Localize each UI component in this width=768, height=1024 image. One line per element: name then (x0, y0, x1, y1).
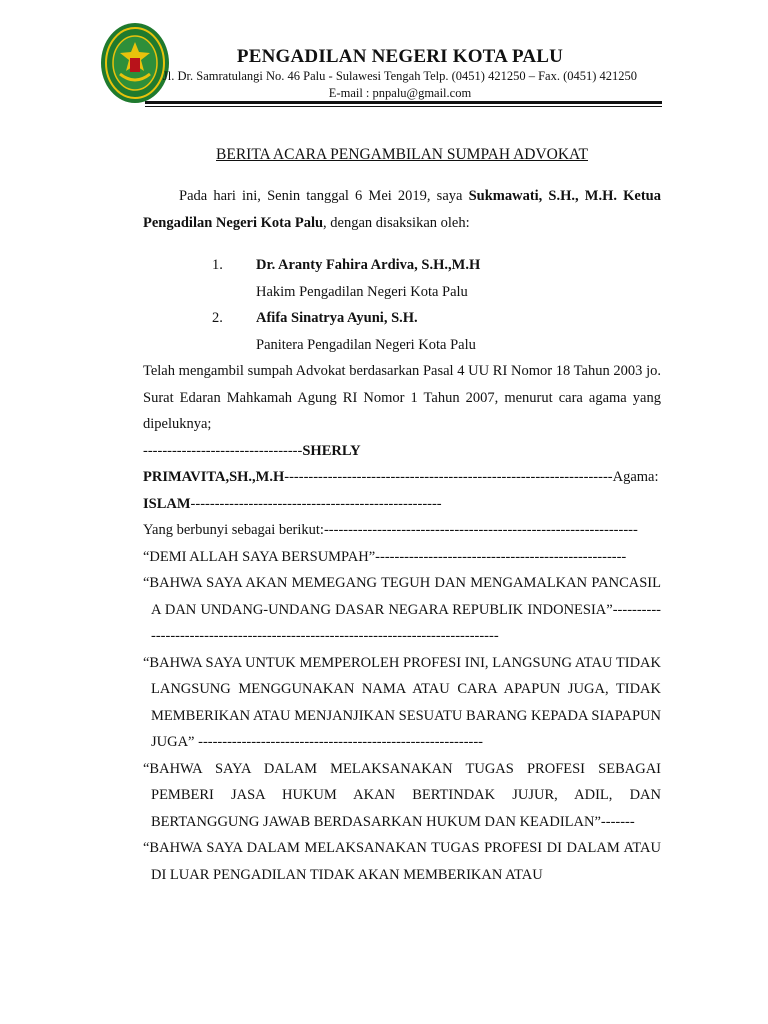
witness-item (212, 252, 661, 305)
witness-role: Panitera Pengadilan Negeri Kota Palu (256, 336, 476, 353)
religion-label: Agama: (612, 469, 659, 485)
header-divider-thin (145, 106, 662, 107)
presiding-officer: Sukmawati, S.H., M.H. Ketua Pengadilan Negeri Kota Palu (143, 188, 661, 231)
court-address: Jl. Dr. Samratulangi No. 46 Palu - Sulawesi Tengah Telp. (0451) 421250 – Fax. (0451) 421250 (162, 69, 638, 83)
document-body (143, 183, 661, 888)
witness-number: 2. (212, 310, 223, 326)
oath-intro: Yang berbunyi sebagai berikut:----------------------------------------------------------------- (143, 522, 638, 538)
opening-text-end: , dengan disaksikan oleh: (323, 214, 470, 231)
religion-value: ISLAM (143, 495, 191, 512)
dash-filler: --------------------------------- (143, 442, 303, 459)
witness-number: 1. (212, 257, 223, 273)
witness-name: Dr. Aranty Fahira Ardiva, S.H.,M.H (256, 257, 481, 273)
witness-name: Afifa Sinatrya Ayuni, S.H. (256, 310, 418, 326)
statement-paragraph: Telah mengambil sumpah Advokat berdasarkan Pasal 4 UU RI Nomor 18 Tahun 2003 jo. Surat Edaran Mahkamah Agung RI Nomor 1 Tahun 2007, menurut cara agama yang dipeluknya; (143, 363, 661, 432)
court-name: PENGADILAN NEGERI KOTA PALU (236, 46, 564, 67)
oath-line: “DEMI ALLAH SAYA BERSUMPAH”---------------------------------------------------- (143, 548, 627, 565)
oath-line: “BAHWA SAYA UNTUK MEMPEROLEH PROFESI INI, LANGSUNG ATAU TIDAK LANGSUNG MENGGUNAKAN NAMA ATAU CARA APAPUN JUGA, TIDAK MEMBERIKAN ATAU MENJANJIKAN SESUATU BARANG KEPADA SIAPAPUN JUGA” ----------------------------------------------------------- (143, 654, 661, 750)
witness-role: Hakim Pengadilan Negeri Kota Palu (256, 283, 468, 300)
advocate-first-name: SHERLY (302, 442, 361, 459)
advocate-name-line2 (143, 464, 661, 491)
court-email: E-mail : pnpalu@gmail.com (328, 86, 472, 100)
advocate-name-line1 (143, 438, 661, 465)
oath-line: “BAHWA SAYA AKAN MEMEGANG TEGUH DAN MENGAMALKAN PANCASILA DAN UNDANG-UNDANG DASAR NEGARA REPUBLIK INDONESIA”---------------------------------------------------------------------------------- (143, 575, 661, 644)
opening-paragraph (143, 183, 661, 236)
witness-item (212, 305, 661, 358)
advocate-last-name: PRIMAVITA,SH.,M.H (143, 469, 285, 485)
oath-line: “BAHWA SAYA DALAM MELAKSANAKAN TUGAS PROFESI SEBAGAI PEMBERI JASA HUKUM AKAN BERTINDAK JUJUR, ADIL, DAN BERTANGGUNG JAWAB BERDASARKAN HUKUM DAN KEADILAN”------- (143, 760, 661, 830)
dash-filler: -------------------------------------------------------------------- (284, 469, 613, 485)
document-title: BERITA ACARA PENGAMBILAN SUMPAH ADVOKAT (216, 146, 588, 163)
header-divider-thick (145, 101, 662, 104)
oath-line: “BAHWA SAYA DALAM MELAKSANAKAN TUGAS PROFESI DI DALAM ATAU DI LUAR PENGADILAN TIDAK AKAN MEMBERIKAN ATAU (143, 840, 661, 883)
religion-line (143, 491, 661, 518)
opening-text: Pada hari ini, Senin tanggal 6 Mei 2019, saya (179, 188, 469, 204)
dash-filler: ---------------------------------------------------- (190, 495, 442, 512)
